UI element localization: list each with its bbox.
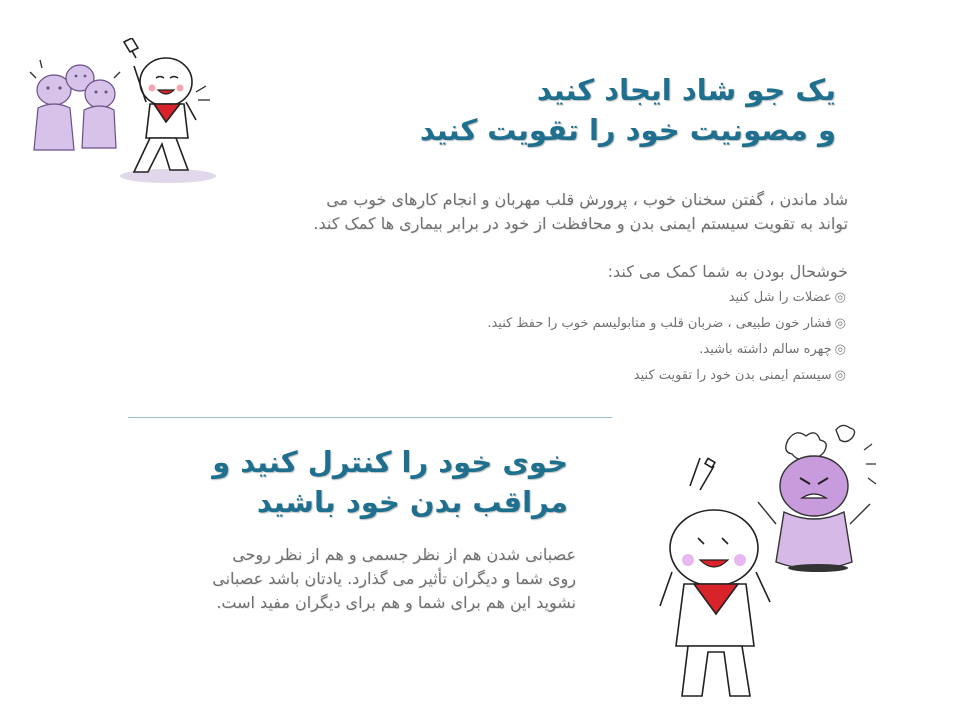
list-item (366, 311, 846, 337)
list-item-text: عضلات را شل کنید (728, 290, 832, 305)
section1-paragraph-line-2: تواند به تقویت سیستم ایمنی بدن و محافظت از خود در برابر بیماری ها کمک کند. (313, 214, 848, 233)
bullet-circle-icon: ◎ (834, 290, 846, 305)
section2-paragraph-line-2: روی شما و دیگران تأثیر می گذارد. یادتان باشد عصبانی (212, 569, 576, 588)
section2-paragraph (116, 543, 576, 615)
list-item-text: فشار خون طبیعی ، ضربان قلب و متابولیسم خوب را حفظ کنید. (487, 316, 832, 331)
section1-paragraph (208, 188, 848, 236)
bullet-circle-icon: ◎ (834, 368, 846, 383)
section1-paragraph-line-1: شاد ماندن ، گفتن سخنان خوب ، پرورش قلب مهربان و انجام کارهای خوب می (326, 190, 848, 209)
list-item (366, 337, 846, 363)
list-item-text: چهره سالم داشته باشید. (699, 342, 832, 357)
section2-paragraph-line-1: عصبانی شدن هم از نظر جسمی و هم از نظر روحی (232, 545, 576, 564)
section2-title-line-1: خوی خود را کنترل کنید و (212, 445, 568, 479)
section2-paragraph-line-3: نشوید این هم برای شما و هم برای دیگران مفید است. (216, 593, 576, 612)
bullet-circle-icon: ◎ (834, 342, 846, 357)
list-item (366, 285, 846, 311)
section-divider (128, 417, 612, 418)
section1-title (316, 70, 836, 150)
list-item (366, 363, 846, 389)
angry-figure-illustration (628, 420, 878, 710)
section1-title-line-1: یک جو شاد ایجاد کنید (536, 73, 836, 107)
cheering-kids-illustration (18, 38, 218, 184)
section1-title-line-2: و مصونیت خود را تقویت کنید (419, 113, 836, 147)
benefits-list (366, 285, 846, 389)
bullet-circle-icon: ◎ (834, 316, 846, 331)
section2-title-line-2: مراقب بدن خود باشید (256, 485, 568, 519)
benefits-intro: خوشحال بودن به شما کمک می کند: (607, 262, 848, 281)
section2-title (148, 442, 568, 522)
list-item-text: سیستم ایمنی بدن خود را تقویت کنید (633, 368, 832, 383)
